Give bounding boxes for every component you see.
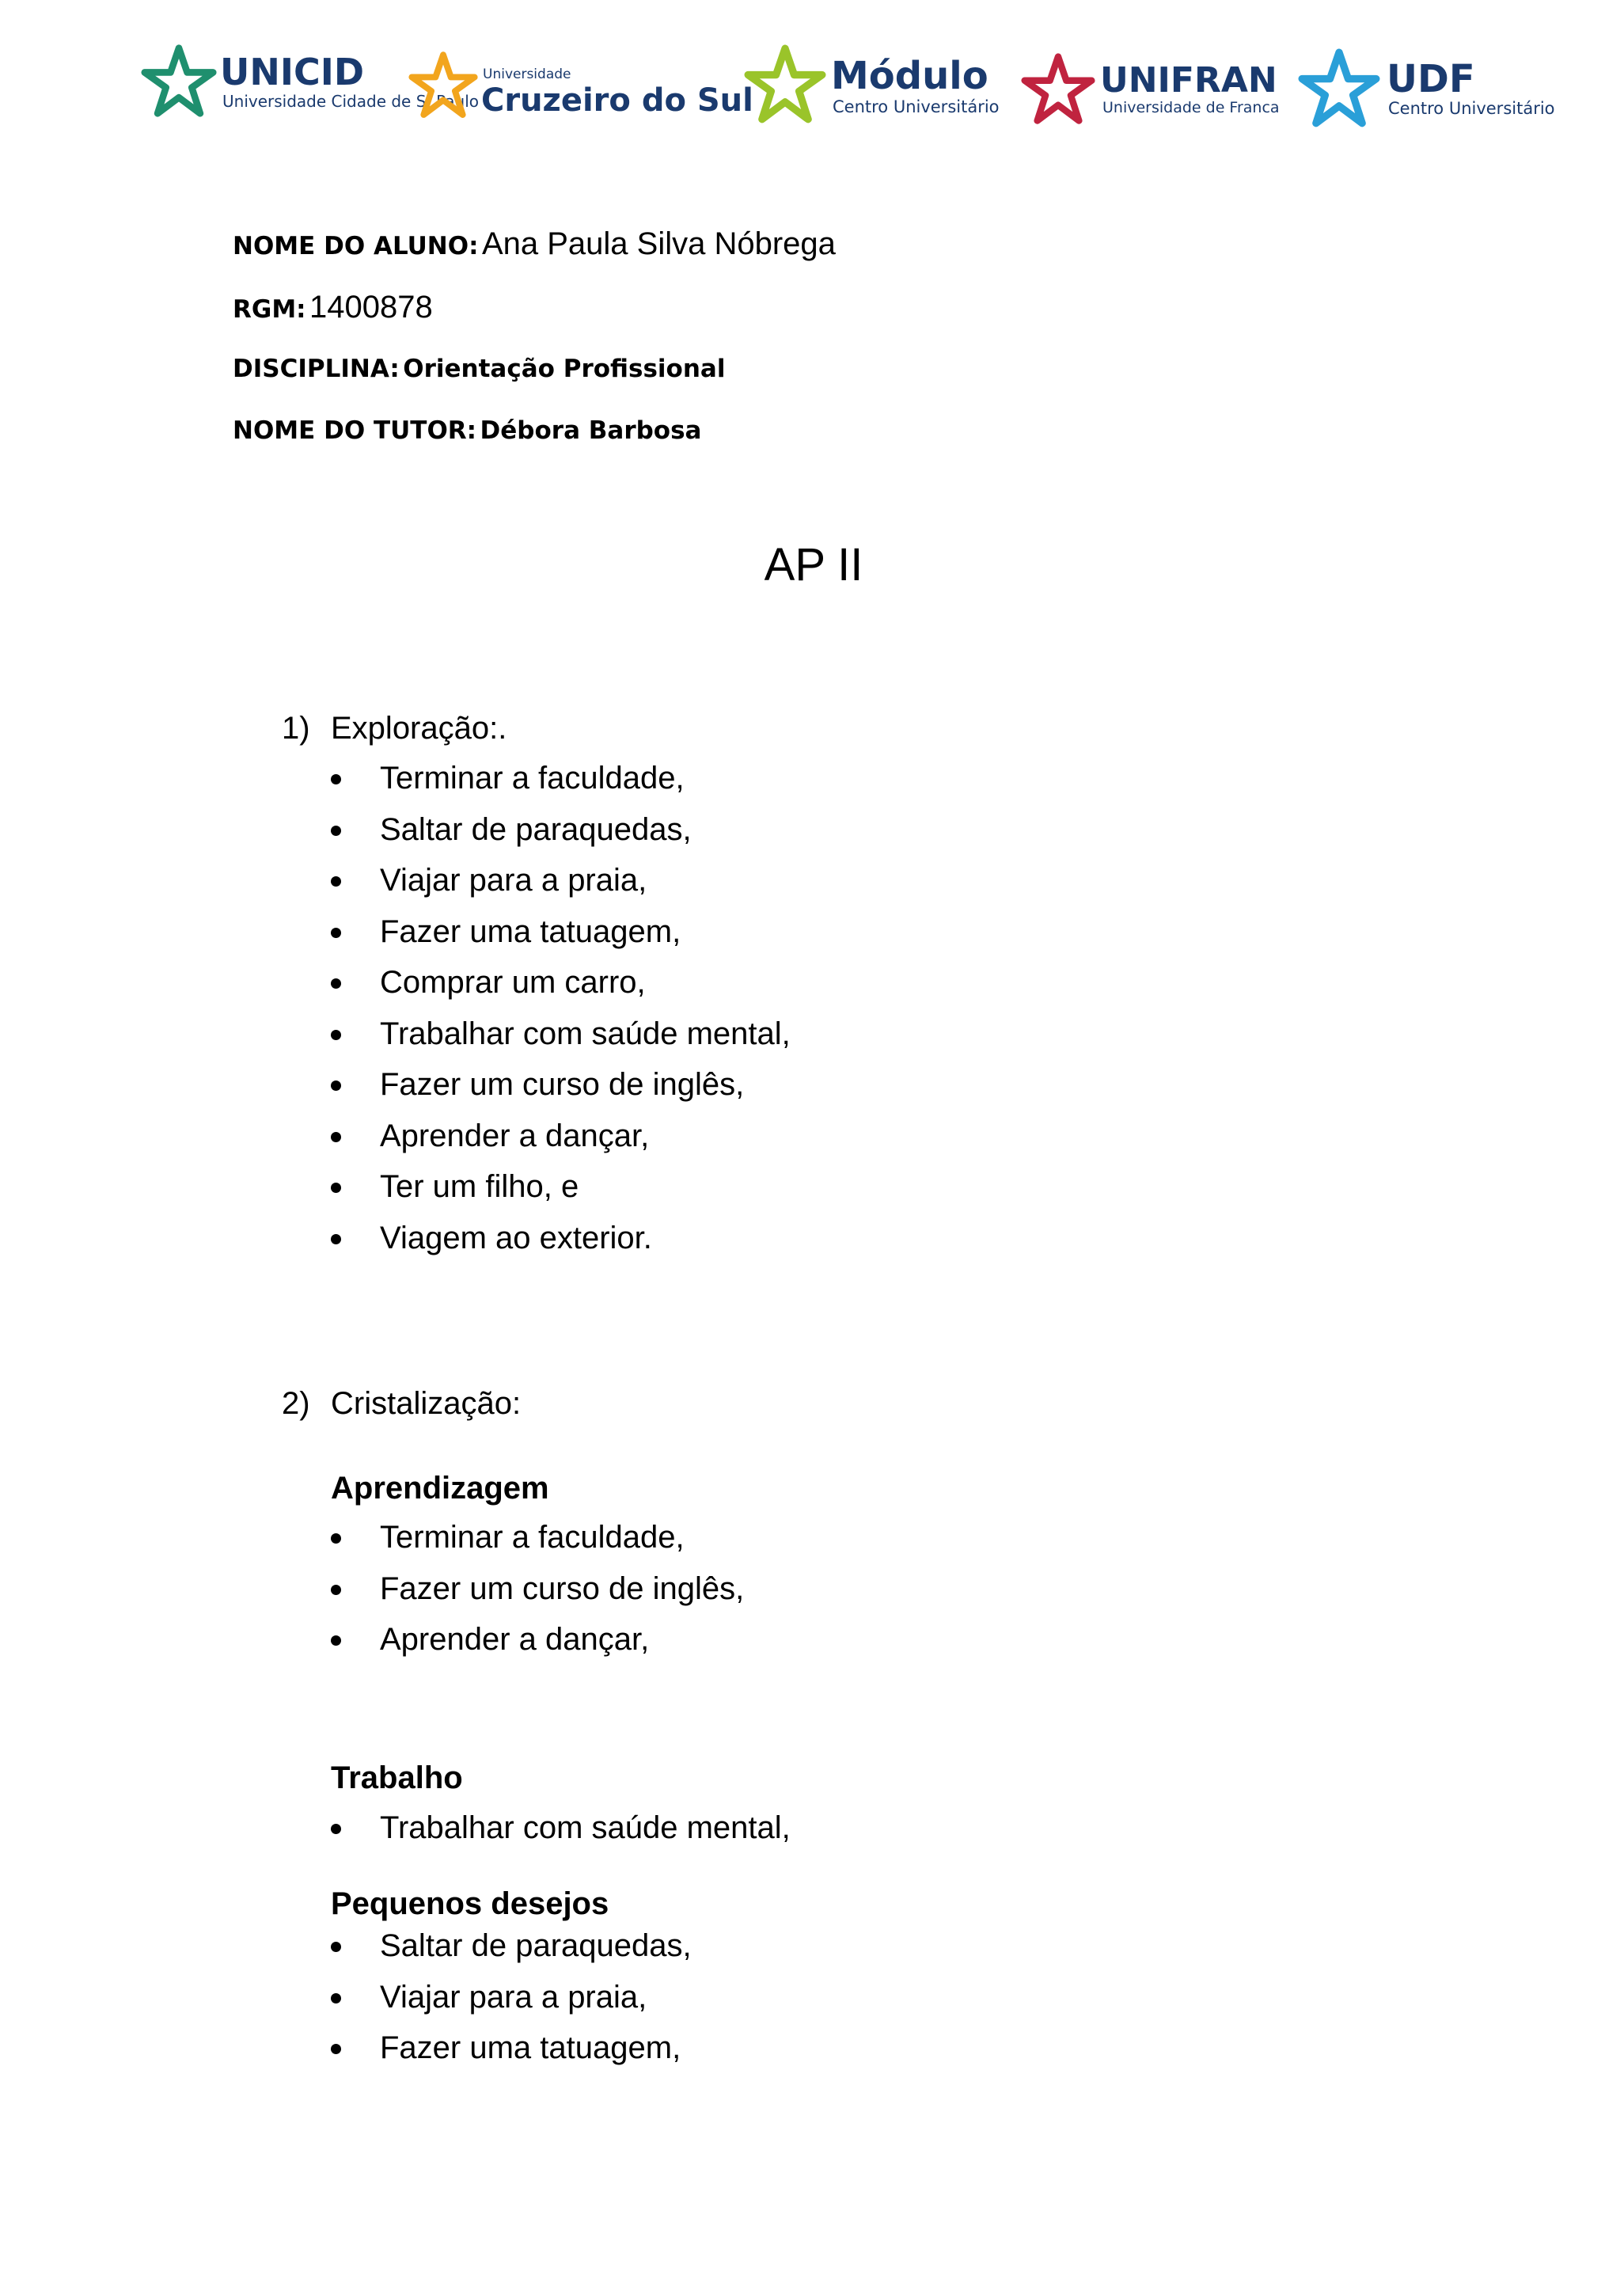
logo-udf-subtitle: Centro Universitário [1388, 99, 1555, 118]
bullet-icon [331, 1942, 341, 1952]
logo-unifran [1021, 40, 1280, 142]
group-heading-aprendizagem: Aprendizagem [331, 1471, 549, 1506]
logo-unicid [141, 40, 480, 142]
list-item: Ter um filho, e [331, 1161, 791, 1213]
bullet-icon [331, 1081, 341, 1091]
section-number: 1) [282, 711, 310, 746]
list-item: Viajar para a praia, [331, 1972, 692, 2023]
bullet-icon [331, 1585, 341, 1595]
logo-unicid-subtitle: Universidade Cidade de S. Paulo [222, 92, 480, 111]
logo-unifran-subtitle: Universidade de Franca [1102, 99, 1280, 116]
list-item: Fazer uma tatuagem, [331, 2022, 692, 2074]
list-item: Comprar um carro, [331, 957, 791, 1008]
logo-cruzeiro-prefix: Universidade [483, 66, 571, 82]
student-name-label: NOME DO ALUNO: [233, 232, 479, 260]
star-logo-icon [141, 44, 217, 120]
bullet-icon [331, 928, 341, 938]
logo-bar [0, 40, 1621, 142]
list-item: Fazer um curso de inglês, [331, 1059, 791, 1111]
bullet-icon [331, 1183, 341, 1193]
exploracao-list [331, 753, 791, 1263]
star-logo-icon [1021, 52, 1095, 127]
rgm-row [233, 290, 433, 325]
student-name-row [233, 226, 836, 262]
bullet-icon [331, 876, 341, 887]
section-exploracao-heading [282, 711, 507, 746]
logo-unifran-name: UNIFRAN [1100, 60, 1277, 101]
bullet-icon [331, 1533, 341, 1544]
bullet-icon [331, 1030, 341, 1040]
logo-modulo [744, 40, 1000, 142]
bullet-icon [331, 1635, 341, 1646]
bullet-icon [331, 2044, 341, 2054]
list-item: Saltar de paraquedas, [331, 804, 791, 856]
bullet-icon [331, 1234, 341, 1244]
logo-unicid-name: UNICID [220, 51, 365, 93]
bullet-icon [331, 1132, 341, 1142]
list-item: Aprender a dançar, [331, 1111, 791, 1162]
list-item: Viagem ao exterior. [331, 1213, 791, 1264]
tutor-row [233, 416, 701, 445]
bullet-icon [331, 1993, 341, 2003]
section-number: 2) [282, 1386, 310, 1421]
rgm-label: RGM: [233, 295, 306, 324]
bullet-icon [331, 1824, 341, 1834]
list-item: Trabalhar com saúde mental, [331, 1802, 791, 1854]
logo-modulo-subtitle: Centro Universitário [833, 97, 1000, 116]
list-item: Saltar de paraquedas, [331, 1920, 692, 1972]
logo-udf-name: UDF [1387, 57, 1475, 101]
list-item: Terminar a faculdade, [331, 1512, 744, 1563]
section-title: Cristalização: [331, 1386, 522, 1421]
bullet-icon [331, 774, 341, 784]
list-item: Trabalhar com saúde mental, [331, 1008, 791, 1060]
student-name-value: Ana Paula Silva Nóbrega [481, 226, 836, 261]
discipline-value: Orientação Profissional [403, 355, 726, 383]
star-logo-icon [744, 44, 826, 126]
tutor-label: NOME DO TUTOR: [233, 416, 477, 445]
section-title: Exploração:. [331, 711, 507, 746]
logo-cruzeiro [408, 40, 753, 142]
trabalho-list [331, 1802, 791, 1854]
aprendizagem-list [331, 1512, 744, 1665]
list-item: Aprender a dançar, [331, 1614, 744, 1665]
group-heading-pequenos-desejos: Pequenos desejos [331, 1886, 609, 1921]
bullet-icon [331, 826, 341, 836]
bullet-icon [331, 978, 341, 989]
section-cristalizacao-heading [282, 1386, 521, 1422]
list-item: Fazer um curso de inglês, [331, 1563, 744, 1615]
logo-modulo-name: Módulo [831, 54, 988, 98]
logo-udf [1298, 40, 1555, 142]
list-item: Terminar a faculdade, [331, 753, 791, 804]
logo-cruzeiro-name: Cruzeiro do Sul [481, 82, 753, 119]
discipline-label: DISCIPLINA: [233, 355, 400, 383]
discipline-row [233, 355, 725, 383]
star-logo-icon [408, 51, 478, 120]
list-item: Viajar para a praia, [331, 855, 791, 906]
pequenos-desejos-list [331, 1920, 692, 2074]
page-title: AP II [764, 539, 863, 591]
group-heading-trabalho: Trabalho [331, 1760, 463, 1795]
rgm-value: 1400878 [309, 290, 433, 325]
list-item: Fazer uma tatuagem, [331, 906, 791, 958]
star-logo-icon [1298, 47, 1380, 130]
tutor-value: Débora Barbosa [480, 416, 702, 445]
